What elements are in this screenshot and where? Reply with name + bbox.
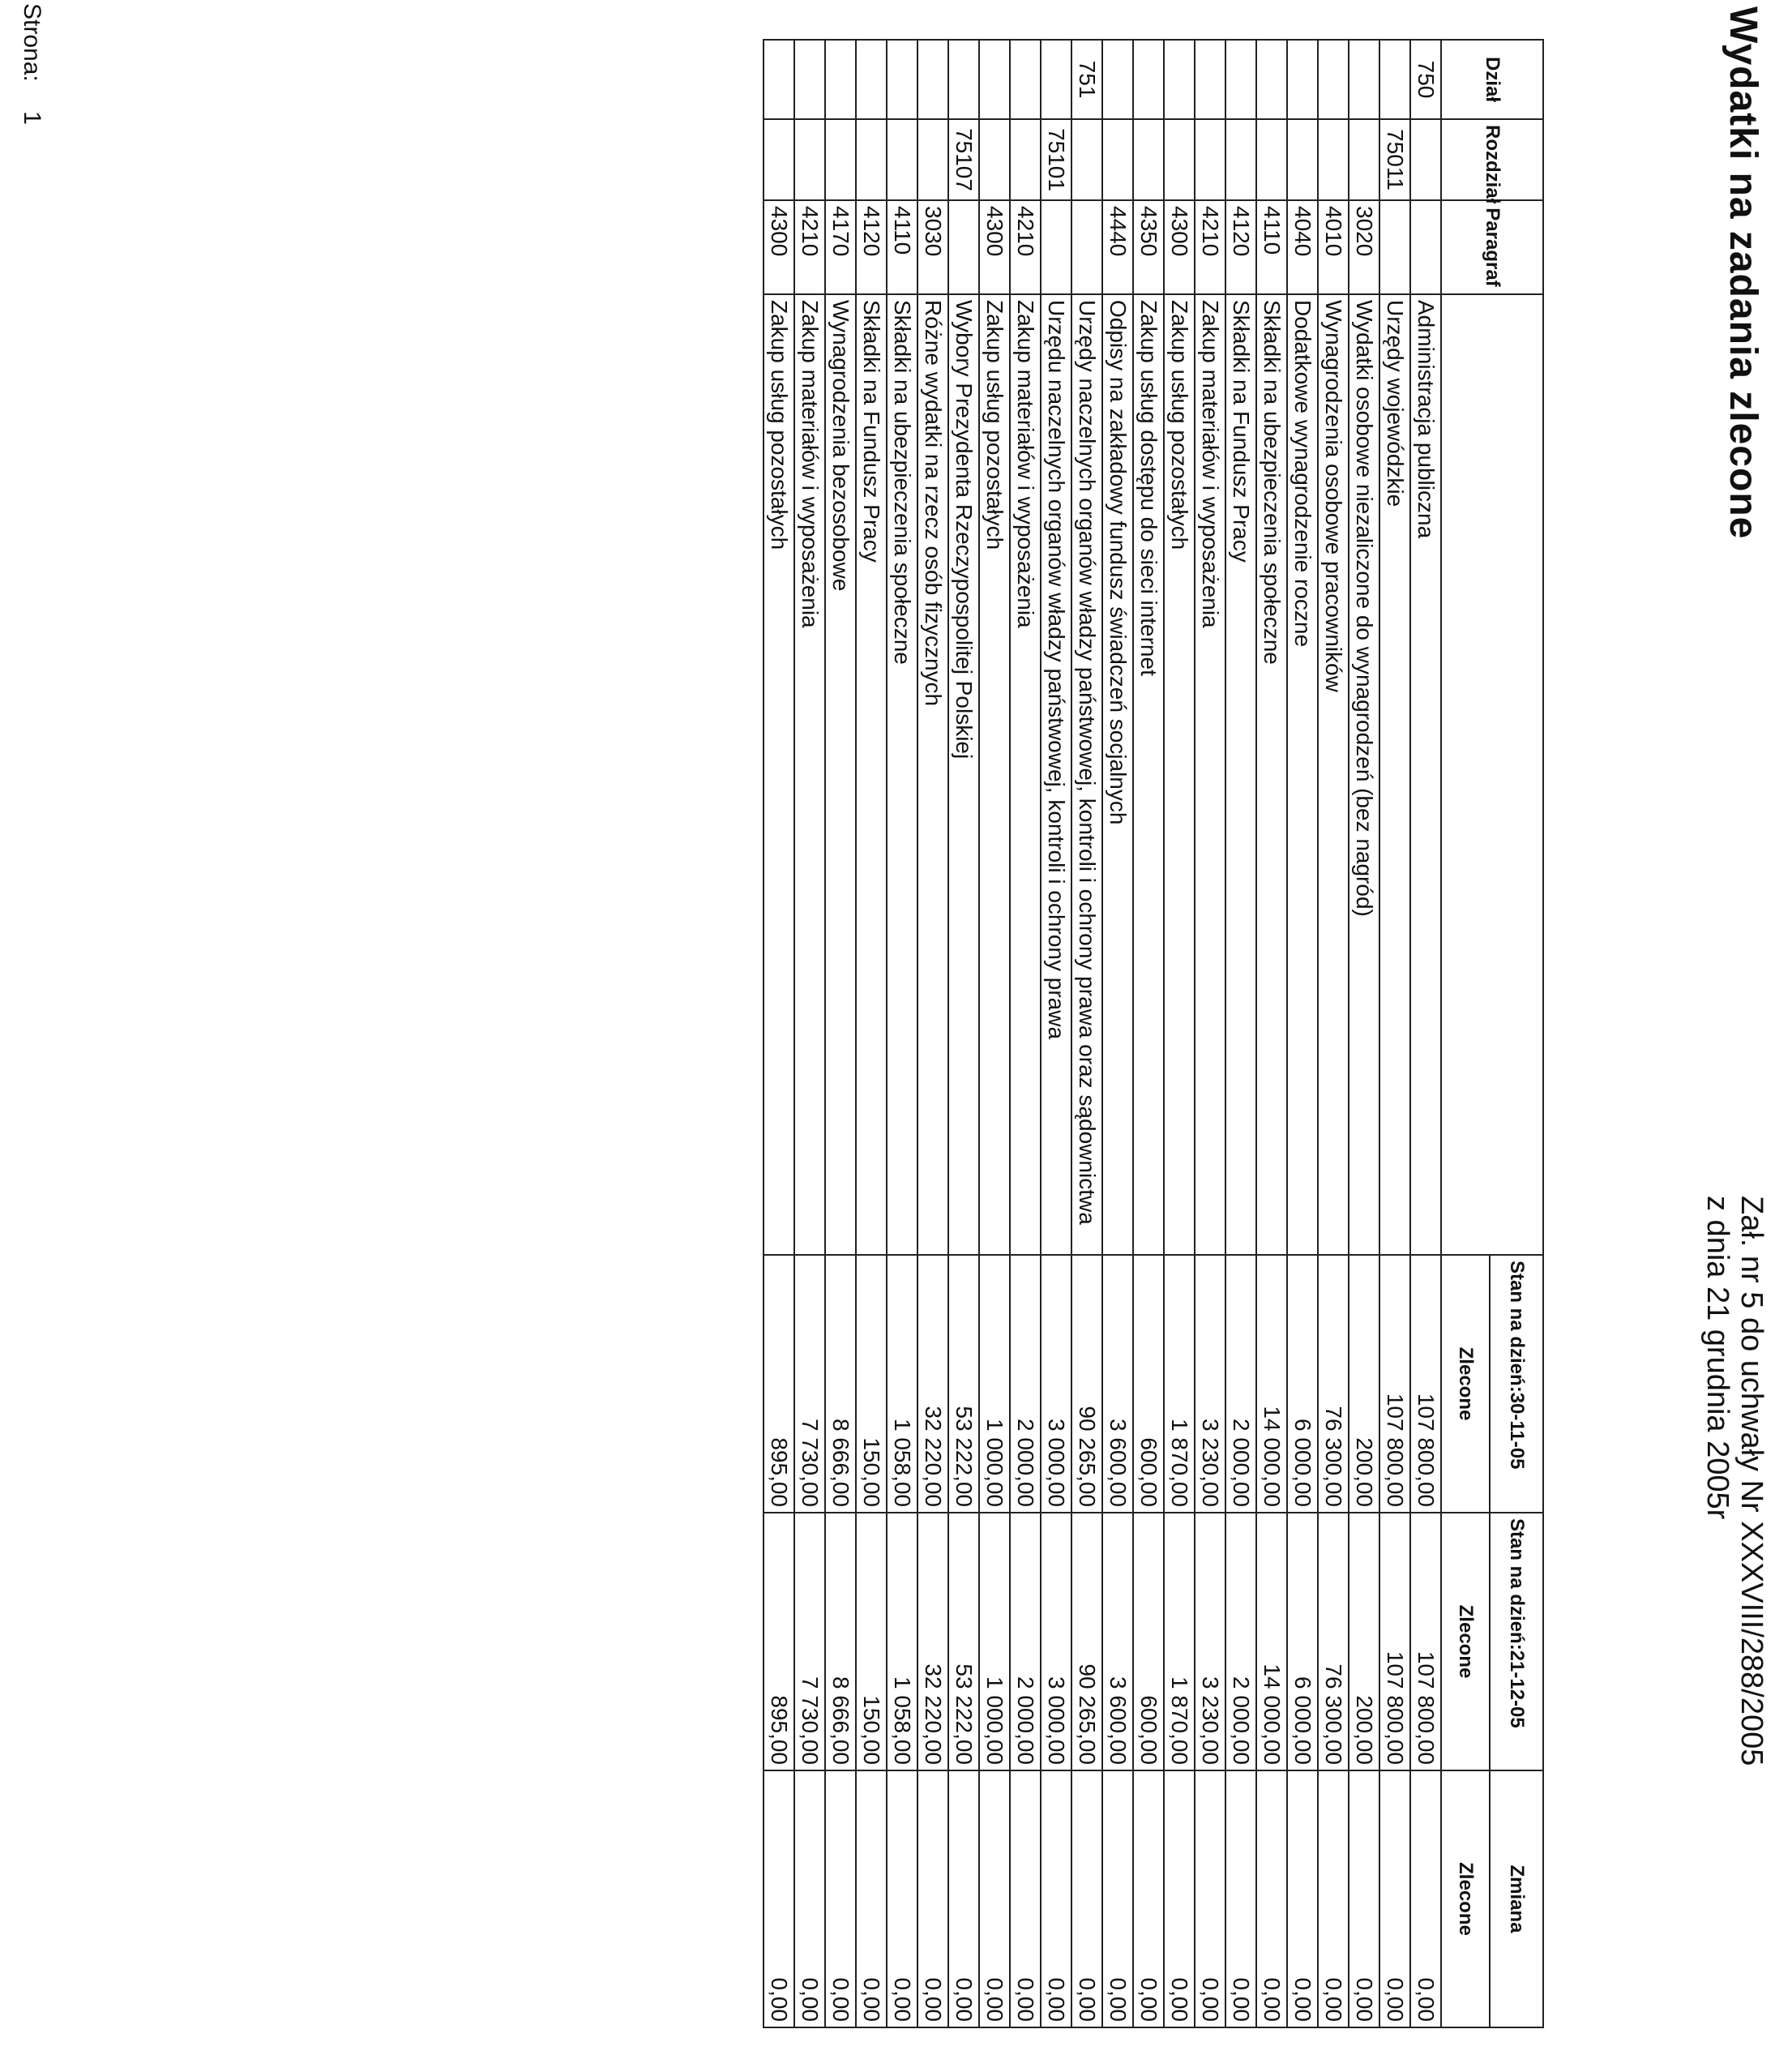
cell-paragraf xyxy=(1379,200,1410,294)
cell-amount-21-12-05: 3 230,00 xyxy=(1195,1513,1225,1770)
cell-paragraf xyxy=(948,200,979,294)
cell-amount-21-12-05: 200,00 xyxy=(1349,1513,1379,1770)
cell-description: Odpisy na zakładowy fundusz świadczeń socjalnych xyxy=(1102,294,1133,1255)
cell-description: Składki na ubezpieczenia społeczne xyxy=(1256,294,1287,1255)
table-row xyxy=(794,40,825,2027)
table-row xyxy=(1225,40,1256,2027)
cell-amount-21-12-05: 90 265,00 xyxy=(1071,1513,1102,1770)
page-title: Wydatki na zadania zlecone xyxy=(1722,6,1764,540)
attachment-note xyxy=(1700,1196,1769,2067)
expenditure-table xyxy=(763,39,1544,2028)
page-footer xyxy=(18,3,45,125)
cell-paragraf: 4440 xyxy=(1102,200,1133,294)
cell-dzial xyxy=(1041,40,1071,119)
cell-amount-30-11-05: 32 220,00 xyxy=(917,1255,948,1513)
table-row xyxy=(1349,40,1379,2027)
cell-description: Wybory Prezydenta Rzeczypospolitej Polskiej xyxy=(948,294,979,1255)
cell-amount-21-12-05: 600,00 xyxy=(1133,1513,1164,1770)
table-row xyxy=(1133,40,1164,2027)
cell-rozdzial xyxy=(887,119,917,200)
cell-change: 0,00 xyxy=(1287,1770,1318,2027)
header-row-1 xyxy=(1490,40,1543,2027)
cell-paragraf: 4110 xyxy=(887,200,917,294)
cell-amount-30-11-05: 3 230,00 xyxy=(1195,1255,1225,1513)
cell-amount-30-11-05: 6 000,00 xyxy=(1287,1255,1318,1513)
cell-paragraf: 4350 xyxy=(1133,200,1164,294)
cell-dzial xyxy=(825,40,856,119)
cell-rozdzial xyxy=(979,119,1010,200)
cell-rozdzial: 75107 xyxy=(948,119,979,200)
cell-change: 0,00 xyxy=(763,1770,794,2027)
header-zlecone-2: Zlecone xyxy=(1441,1513,1490,1770)
cell-change: 0,00 xyxy=(1195,1770,1225,2027)
cell-rozdzial: 75101 xyxy=(1041,119,1071,200)
table-row xyxy=(1164,40,1195,2027)
cell-dzial xyxy=(1102,40,1133,119)
cell-description: Urzędu naczelnych organów władzy państwowej, kontroli i ochrony prawa xyxy=(1041,294,1071,1255)
cell-amount-21-12-05: 14 000,00 xyxy=(1256,1513,1287,1770)
cell-rozdzial xyxy=(917,119,948,200)
cell-description: Zakup usług pozostałych xyxy=(763,294,794,1255)
cell-amount-30-11-05: 2 000,00 xyxy=(1010,1255,1041,1513)
cell-amount-30-11-05: 150,00 xyxy=(856,1255,887,1513)
cell-description: Urzędy naczelnych organów władzy państwowej, kontroli i ochrony prawa oraz sądownictwa xyxy=(1071,294,1102,1255)
cell-description: Różne wydatki na rzecz osób fizycznych xyxy=(917,294,948,1255)
cell-paragraf xyxy=(1041,200,1071,294)
attachment-line-2: z dnia 21 grudnia 2005r xyxy=(1700,1196,1734,1520)
cell-amount-30-11-05: 107 800,00 xyxy=(1410,1255,1441,1513)
cell-description: Dodatkowe wynagrodzenie roczne xyxy=(1287,294,1318,1255)
cell-rozdzial xyxy=(1010,119,1041,200)
cell-dzial xyxy=(1256,40,1287,119)
cell-change: 0,00 xyxy=(1164,1770,1195,2027)
cell-amount-21-12-05: 3 600,00 xyxy=(1102,1513,1133,1770)
cell-paragraf: 4110 xyxy=(1256,200,1287,294)
header-stan-1: Stan na dzień:30-11-05 xyxy=(1490,1255,1543,1513)
cell-change: 0,00 xyxy=(825,1770,856,2027)
cell-change: 0,00 xyxy=(1410,1770,1441,2027)
cell-dzial xyxy=(1379,40,1410,119)
cell-amount-30-11-05: 90 265,00 xyxy=(1071,1255,1102,1513)
cell-rozdzial xyxy=(1195,119,1225,200)
cell-change: 0,00 xyxy=(1349,1770,1379,2027)
cell-amount-30-11-05: 2 000,00 xyxy=(1225,1255,1256,1513)
cell-rozdzial xyxy=(1071,119,1102,200)
table-row xyxy=(948,40,979,2027)
cell-paragraf: 3020 xyxy=(1349,200,1379,294)
table-row xyxy=(1379,40,1410,2027)
cell-rozdzial xyxy=(1349,119,1379,200)
cell-change: 0,00 xyxy=(1256,1770,1287,2027)
cell-dzial xyxy=(1133,40,1164,119)
cell-rozdzial xyxy=(763,119,794,200)
cell-amount-21-12-05: 8 666,00 xyxy=(825,1513,856,1770)
cell-change: 0,00 xyxy=(1102,1770,1133,2027)
cell-dzial xyxy=(1318,40,1349,119)
cell-change: 0,00 xyxy=(1133,1770,1164,2027)
cell-change: 0,00 xyxy=(1318,1770,1349,2027)
cell-amount-21-12-05: 1 000,00 xyxy=(979,1513,1010,1770)
cell-change: 0,00 xyxy=(1071,1770,1102,2027)
cell-dzial xyxy=(1164,40,1195,119)
cell-amount-21-12-05: 1 870,00 xyxy=(1164,1513,1195,1770)
cell-amount-21-12-05: 107 800,00 xyxy=(1410,1513,1441,1770)
cell-dzial xyxy=(917,40,948,119)
header-dzial: Dział xyxy=(1441,40,1543,119)
table-row xyxy=(1287,40,1318,2027)
cell-change: 0,00 xyxy=(1041,1770,1071,2027)
cell-paragraf: 4120 xyxy=(856,200,887,294)
cell-dzial: 751 xyxy=(1071,40,1102,119)
cell-amount-21-12-05: 3 000,00 xyxy=(1041,1513,1071,1770)
header-zlecone-3: Zlecone xyxy=(1441,1770,1490,2027)
cell-amount-30-11-05: 8 666,00 xyxy=(825,1255,856,1513)
cell-amount-30-11-05: 3 000,00 xyxy=(1041,1255,1071,1513)
table-row xyxy=(917,40,948,2027)
cell-paragraf: 3030 xyxy=(917,200,948,294)
cell-amount-21-12-05: 53 222,00 xyxy=(948,1513,979,1770)
page-number: 1 xyxy=(19,111,45,125)
cell-change: 0,00 xyxy=(887,1770,917,2027)
cell-description: Zakup materiałów i wyposażenia xyxy=(1010,294,1041,1255)
cell-dzial xyxy=(948,40,979,119)
cell-amount-30-11-05: 600,00 xyxy=(1133,1255,1164,1513)
cell-paragraf: 4170 xyxy=(825,200,856,294)
cell-amount-21-12-05: 2 000,00 xyxy=(1225,1513,1256,1770)
cell-amount-21-12-05: 107 800,00 xyxy=(1379,1513,1410,1770)
table-row xyxy=(825,40,856,2027)
header-paragraf: Paragraf xyxy=(1441,200,1543,294)
cell-dzial xyxy=(763,40,794,119)
cell-rozdzial xyxy=(856,119,887,200)
cell-dzial xyxy=(1225,40,1256,119)
cell-dzial xyxy=(979,40,1010,119)
cell-dzial xyxy=(1349,40,1379,119)
cell-paragraf: 4300 xyxy=(979,200,1010,294)
cell-description: Zakup usług pozostałych xyxy=(1164,294,1195,1255)
cell-amount-30-11-05: 1 058,00 xyxy=(887,1255,917,1513)
cell-change: 0,00 xyxy=(1225,1770,1256,2027)
header-zmiana: Zmiana xyxy=(1490,1770,1543,2027)
cell-dzial xyxy=(1287,40,1318,119)
cell-rozdzial xyxy=(825,119,856,200)
cell-description: Wynagrodzenia osobowe pracowników xyxy=(1318,294,1349,1255)
cell-amount-30-11-05: 7 730,00 xyxy=(794,1255,825,1513)
cell-description: Składki na Fundusz Pracy xyxy=(1225,294,1256,1255)
cell-dzial: 750 xyxy=(1410,40,1441,119)
header-zlecone-1: Zlecone xyxy=(1441,1255,1490,1513)
cell-amount-30-11-05: 200,00 xyxy=(1349,1255,1379,1513)
cell-description: Zakup usług dostępu do sieci internet xyxy=(1133,294,1164,1255)
header-rozdzial: Rozdział xyxy=(1441,119,1543,200)
table-row xyxy=(1256,40,1287,2027)
cell-amount-21-12-05: 7 730,00 xyxy=(794,1513,825,1770)
header-stan-2: Stan na dzień:21-12-05 xyxy=(1490,1513,1543,1770)
cell-description: Zakup usług pozostałych xyxy=(979,294,1010,1255)
cell-paragraf: 4300 xyxy=(763,200,794,294)
cell-dzial xyxy=(856,40,887,119)
cell-description: Zakup materiałów i wyposażenia xyxy=(1195,294,1225,1255)
cell-paragraf: 4210 xyxy=(794,200,825,294)
table-row xyxy=(1010,40,1041,2027)
table-row xyxy=(1071,40,1102,2027)
cell-amount-30-11-05: 3 600,00 xyxy=(1102,1255,1133,1513)
cell-rozdzial xyxy=(1164,119,1195,200)
cell-change: 0,00 xyxy=(917,1770,948,2027)
cell-description: Administracja publiczna xyxy=(1410,294,1441,1255)
cell-rozdzial xyxy=(1133,119,1164,200)
cell-rozdzial xyxy=(1102,119,1133,200)
cell-amount-21-12-05: 1 058,00 xyxy=(887,1513,917,1770)
cell-amount-21-12-05: 150,00 xyxy=(856,1513,887,1770)
table-row xyxy=(1102,40,1133,2027)
table-row xyxy=(887,40,917,2027)
cell-paragraf: 4210 xyxy=(1195,200,1225,294)
cell-dzial xyxy=(794,40,825,119)
table-body xyxy=(763,40,1441,2027)
cell-rozdzial xyxy=(1225,119,1256,200)
cell-rozdzial xyxy=(1287,119,1318,200)
cell-change: 0,00 xyxy=(1379,1770,1410,2027)
cell-change: 0,00 xyxy=(979,1770,1010,2027)
header-description xyxy=(1441,294,1543,1255)
cell-amount-30-11-05: 14 000,00 xyxy=(1256,1255,1287,1513)
cell-amount-21-12-05: 6 000,00 xyxy=(1287,1513,1318,1770)
cell-paragraf: 4210 xyxy=(1010,200,1041,294)
table-row xyxy=(1041,40,1071,2027)
cell-change: 0,00 xyxy=(1010,1770,1041,2027)
cell-amount-30-11-05: 107 800,00 xyxy=(1379,1255,1410,1513)
cell-change: 0,00 xyxy=(948,1770,979,2027)
cell-rozdzial xyxy=(1318,119,1349,200)
cell-dzial xyxy=(1195,40,1225,119)
cell-description: Wynagrodzenia bezosobowe xyxy=(825,294,856,1255)
cell-rozdzial xyxy=(794,119,825,200)
footer-label: Strona: xyxy=(19,3,45,82)
cell-amount-30-11-05: 895,00 xyxy=(763,1255,794,1513)
cell-amount-30-11-05: 1 870,00 xyxy=(1164,1255,1195,1513)
cell-paragraf: 4010 xyxy=(1318,200,1349,294)
table-row xyxy=(763,40,794,2027)
cell-dzial xyxy=(1010,40,1041,119)
cell-description: Zakup materiałów i wyposażenia xyxy=(794,294,825,1255)
attachment-line-1: Zał. nr 5 do uchwały Nr XXXVIII/288/2005 xyxy=(1734,1196,1769,1766)
cell-change: 0,00 xyxy=(856,1770,887,2027)
cell-amount-21-12-05: 32 220,00 xyxy=(917,1513,948,1770)
cell-paragraf xyxy=(1410,200,1441,294)
cell-amount-21-12-05: 2 000,00 xyxy=(1010,1513,1041,1770)
cell-amount-21-12-05: 76 300,00 xyxy=(1318,1513,1349,1770)
cell-amount-21-12-05: 895,00 xyxy=(763,1513,794,1770)
table-row xyxy=(979,40,1010,2027)
cell-paragraf xyxy=(1071,200,1102,294)
table-row xyxy=(1318,40,1349,2027)
cell-amount-30-11-05: 1 000,00 xyxy=(979,1255,1010,1513)
table-row xyxy=(1410,40,1441,2027)
cell-rozdzial: 75011 xyxy=(1379,119,1410,200)
cell-amount-30-11-05: 53 222,00 xyxy=(948,1255,979,1513)
cell-amount-30-11-05: 76 300,00 xyxy=(1318,1255,1349,1513)
table-row xyxy=(1195,40,1225,2027)
cell-description: Składki na ubezpieczenia społeczne xyxy=(887,294,917,1255)
cell-change: 0,00 xyxy=(794,1770,825,2027)
cell-rozdzial xyxy=(1410,119,1441,200)
cell-rozdzial xyxy=(1256,119,1287,200)
cell-paragraf: 4040 xyxy=(1287,200,1318,294)
cell-description: Wydatki osobowe niezaliczone do wynagrodzeń (bez nagród) xyxy=(1349,294,1379,1255)
table-row xyxy=(856,40,887,2027)
cell-description: Składki na Fundusz Pracy xyxy=(856,294,887,1255)
cell-paragraf: 4120 xyxy=(1225,200,1256,294)
cell-description: Urzędy wojewódzkie xyxy=(1379,294,1410,1255)
cell-dzial xyxy=(887,40,917,119)
cell-paragraf: 4300 xyxy=(1164,200,1195,294)
